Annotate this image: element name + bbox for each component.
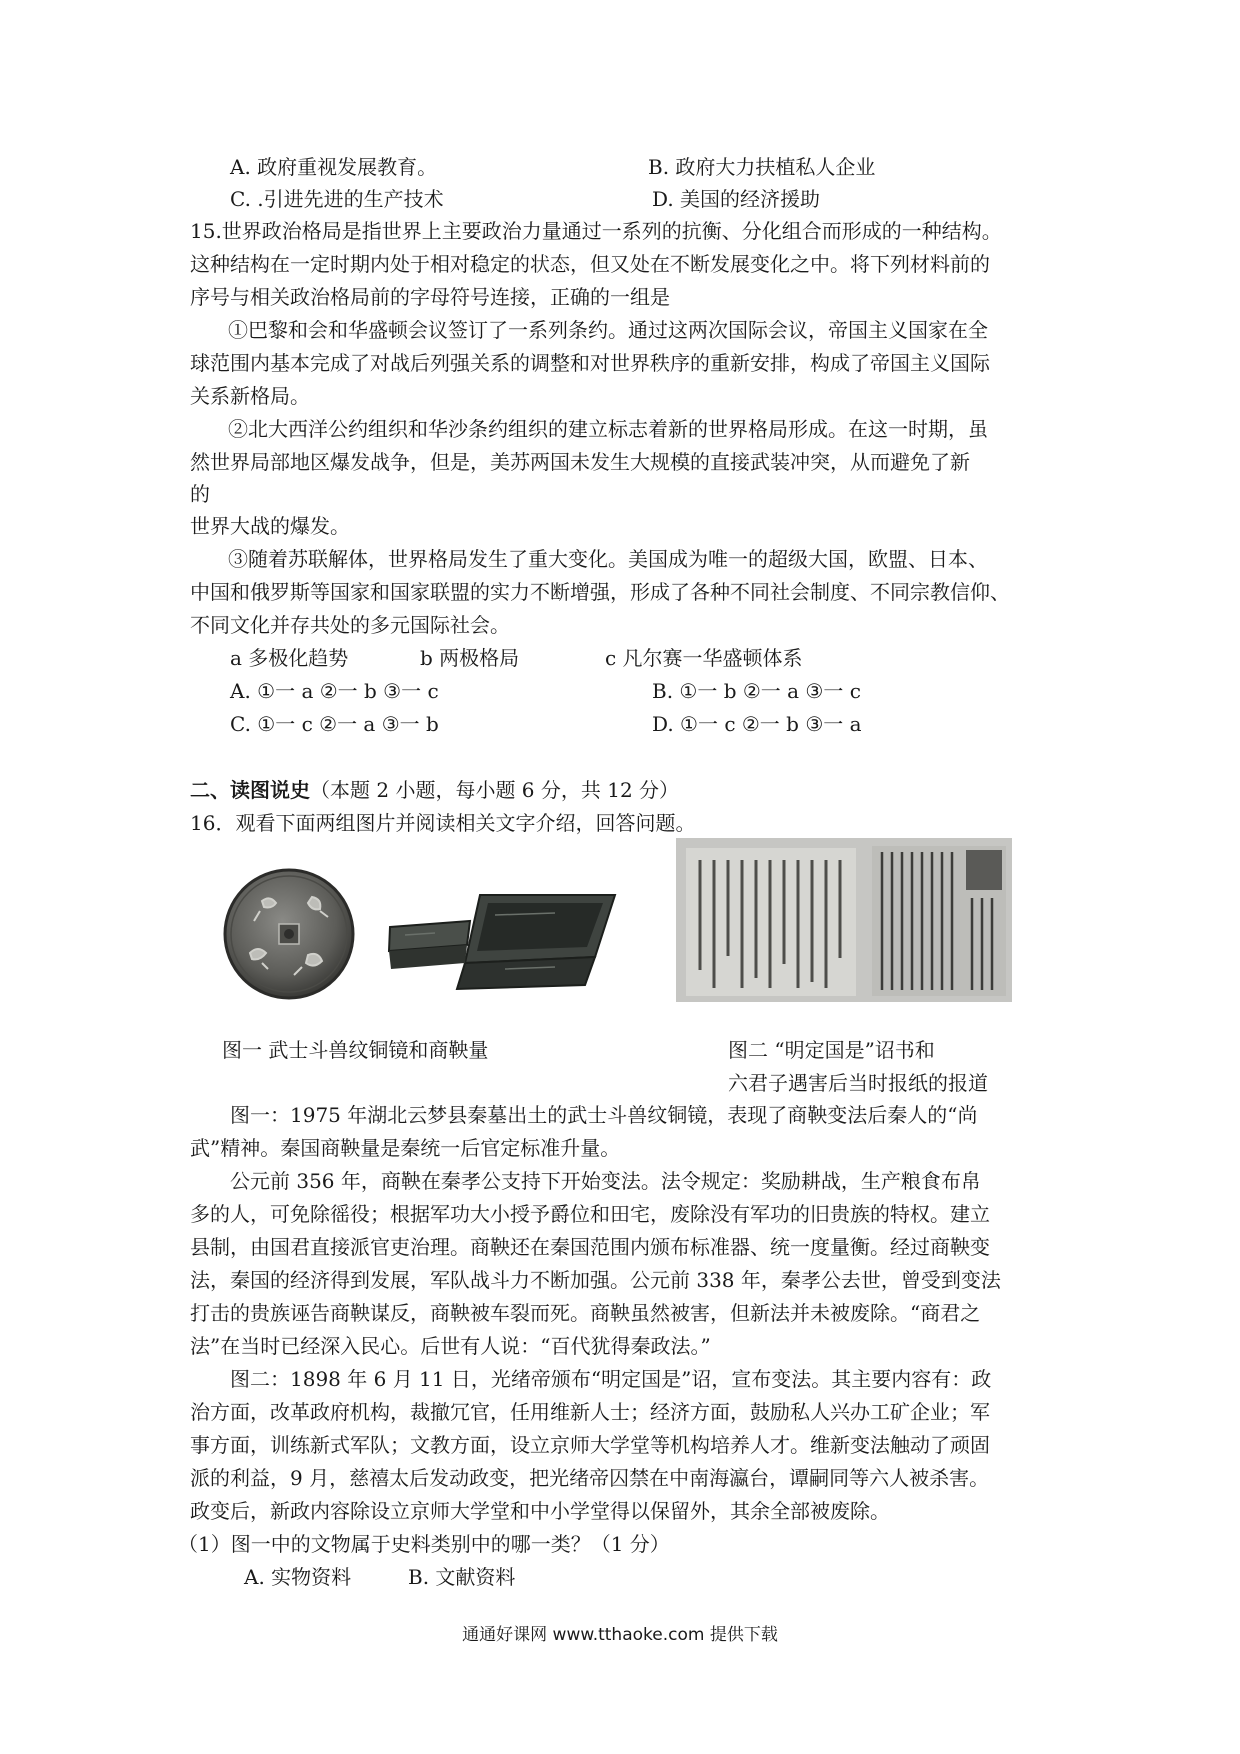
section-title: 二、读图说史 (190, 778, 310, 802)
bronze-mirror-image (222, 867, 356, 1001)
paragraph-line: 事方面，训练新式军队；文教方面，设立京师大学堂等机构培养人才。维新变法触动了顽固 (190, 1433, 990, 1457)
edict-newspaper-image (676, 838, 1012, 1002)
figure-2-caption: 图二 “明定国是”诏书和 (728, 1038, 935, 1062)
option-c: C. .引进先进的生产技术 (230, 187, 444, 211)
shang-yang-measure-image (385, 885, 620, 991)
figure-1-caption: 图一 武士斗兽纹铜镜和商鞅量 (222, 1038, 489, 1062)
paragraph-line: 法，秦国的经济得到发展，军队战斗力不断加强。公元前 338 年，秦孝公去世，曾受到变法 (190, 1268, 1001, 1292)
option-d: D. 美国的经济援助 (652, 187, 821, 211)
q15-option-b: B. ①一 b ②一 a ③一 c (652, 679, 861, 703)
option-a: A. 政府重视发展教育。 (230, 155, 438, 179)
q15-term-b: b 两极格局 (420, 646, 520, 670)
q15-material-3: ③随着苏联解体，世界格局发生了重大变化。美国成为唯一的超级大国，欧盟、日本、 (228, 547, 988, 571)
paragraph-line: 图一：1975 年湖北云梦县秦墓出土的武士斗兽纹铜镜，表现了商鞅变法后秦人的“尚 (230, 1103, 978, 1127)
q15-stem-line: 序号与相关政治格局前的字母符号连接，正确的一组是 (190, 285, 670, 309)
paragraph-line: 图二：1898 年 6 月 11 日，光绪帝颁布“明定国是”诏，宣布变法。其主要内容有：政 (230, 1367, 992, 1391)
paragraph-line: 政变后，新政内容除设立京师大学堂和中小学堂得以保留外，其余全部被废除。 (190, 1499, 890, 1523)
q16-stem: 16．观看下面两组图片并阅读相关文字介绍，回答问题。 (190, 811, 696, 835)
sub1-option-b: B. 文献资料 (408, 1565, 516, 1589)
paragraph-line: 治方面，改革政府机构，裁撤冗官，任用维新人士；经济方面，鼓励私人兴办工矿企业；军 (190, 1400, 990, 1424)
paragraph-line: 派的利益，9 月，慈禧太后发动政变，把光绪帝囚禁在中南海瀛台，谭嗣同等六人被杀害。 (190, 1466, 990, 1490)
q15-material-1: ①巴黎和会和华盛顿会议签订了一系列条约。通过这两次国际会议，帝国主义国家在全 (228, 318, 988, 342)
option-b: B. 政府大力扶植私人企业 (648, 155, 876, 179)
q15-term-c: c 凡尔赛一华盛顿体系 (605, 646, 803, 670)
paragraph-line: 打击的贵族诬告商鞅谋反，商鞅被车裂而死。商鞅虽然被害，但新法并未被废除。“商君之 (190, 1301, 981, 1325)
figure-2-caption-line2: 六君子遇害后当时报纸的报道 (728, 1071, 988, 1095)
paragraph-line: 县制，由国君直接派官吏治理。商鞅还在秦国范围内颁布标准器、统一度量衡。经过商鞅变 (190, 1235, 990, 1259)
paragraph-line: 公元前 356 年，商鞅在秦孝公支持下开始变法。法令规定：奖励耕战，生产粮食布帛 (230, 1169, 981, 1193)
page-footer: 通通好课网 www.tthaoke.com 提供下载 (462, 1625, 778, 1645)
q15-material-3: 中国和俄罗斯等国家和国家联盟的实力不断增强，形成了各种不同社会制度、不同宗教信仰、 (190, 580, 1010, 604)
section-note: （本题 2 小题，每小题 6 分，共 12 分） (310, 778, 680, 802)
q15-term-a: a 多极化趋势 (230, 646, 349, 670)
paragraph-line: 法”在当时已经深入民心。后世有人说：“百代犹得秦政法。” (190, 1334, 711, 1358)
q15-material-1: 关系新格局。 (190, 384, 310, 408)
paragraph-line: 多的人，可免除徭役；根据军功大小授予爵位和田宅，废除没有军功的旧贵族的特权。建立 (190, 1202, 990, 1226)
sub1-option-a: A. 实物资料 (244, 1565, 352, 1589)
q15-material-2: 然世界局部地区爆发战争，但是，美苏两国未发生大规模的直接武装冲突，从而避免了新 (190, 450, 970, 474)
sub-question-1: （1）图一中的文物属于史料类别中的哪一类？（1 分） (178, 1532, 670, 1556)
q15-option-a: A. ①一 a ②一 b ③一 c (230, 679, 439, 703)
q15-material-2: ②北大西洋公约组织和华沙条约组织的建立标志着新的世界格局形成。在这一时期，虽 (228, 417, 988, 441)
q15-option-d: D. ①一 c ②一 b ③一 a (652, 712, 862, 736)
q15-material-1: 球范围内基本完成了对战后列强关系的调整和对世界秩序的重新安排，构成了帝国主义国际 (190, 351, 990, 375)
q15-material-2: 世界大战的爆发。 (190, 514, 350, 538)
q15-stem-line: 15.世界政治格局是指世界上主要政治力量通过一系列的抗衡、分化组合而形成的一种结构。 (190, 219, 1002, 243)
q15-option-c: C. ①一 c ②一 a ③一 b (230, 712, 439, 736)
q15-stem-line: 这种结构在一定时期内处于相对稳定的状态，但又处在不断发展变化之中。将下列材料前的 (190, 252, 990, 276)
paragraph-line: 武”精神。秦国商鞅量是秦统一后官定标准升量。 (190, 1136, 621, 1160)
q15-material-2: 的 (190, 482, 210, 506)
section-heading (190, 775, 679, 805)
q15-material-3: 不同文化并存共处的多元国际社会。 (190, 613, 510, 637)
